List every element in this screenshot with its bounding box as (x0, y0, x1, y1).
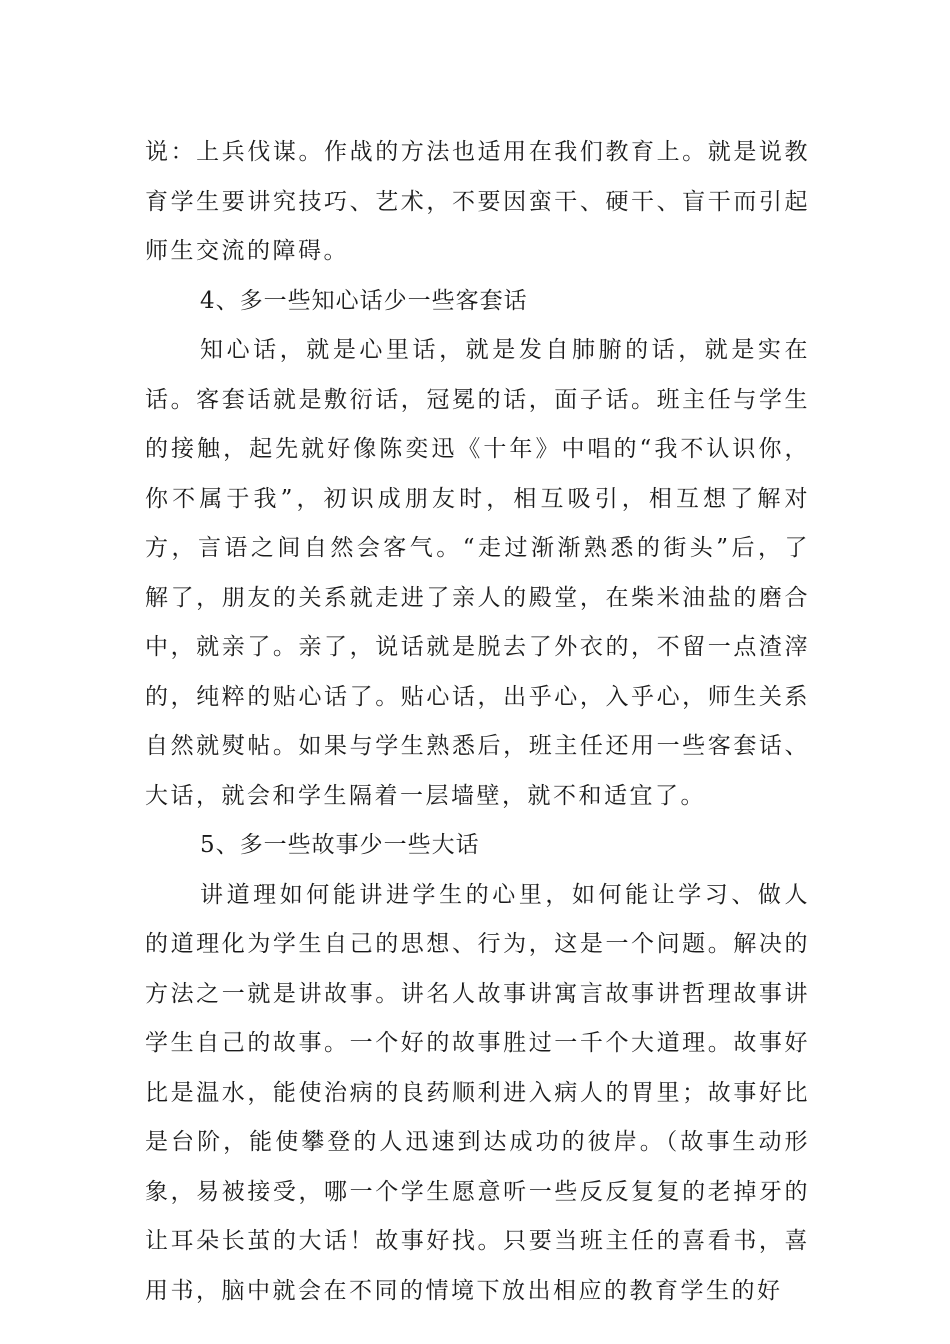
document-body (145, 128, 810, 1316)
section-heading-5: 5、多一些故事少一些大话 (200, 832, 480, 858)
paragraph-section-4: 知心话，就是心里话，就是发自肺腑的话，就是实在话。客套话就是敷衍话，冠冕的话，面子话。班主任与学生的接触，起先就好像陈奕迅《十年》中唱的“我不认识你，你不属于我”，初识成朋友时，相互吸引，相互想了解对方，言语之间自然会客气。“走过渐渐熟悉的街头”后，了解了，朋友的关系就走进了亲人的殿堂，在柴米油盐的磨合中，就亲了。亲了，说话就是脱去了外衣的，不留一点渣滓的，纯粹的贴心话了。贴心话，出乎心，入乎心，师生关系自然就熨帖。如果与学生熟悉后，班主任还用一些客套话、大话，就会和学生隔着一层墙壁，就不和适宜了。 (145, 337, 810, 809)
paragraph-section-5: 讲道理如何能讲进学生的心里，如何能让学习、做人的道理化为学生自己的思想、行为，这是一个问题。解决的方法之一就是讲故事。讲名人故事讲寓言故事讲哲理故事讲学生自己的故事。一个好的故事胜过一千个大道理。故事好比是温水，能使治病的良药顺利进入病人的胃里；故事好比是台阶，能使攀登的人迅速到达成功的彼岸。（故事生动形象，易被接受，哪一个学生愿意听一些反反复复的老掉牙的让耳朵长茧的大话！故事好找。只要当班主任的喜看书，喜用书，脑中就会在不同的情境下放出相应的教育学生的好 (145, 881, 810, 1304)
section-heading-4: 4、多一些知心话少一些客套话 (200, 287, 528, 314)
paragraph-continued: 说：上兵伐谋。作战的方法也适用在我们教育上。就是说教育学生要讲究技巧、艺术，不要因蛮干、硬干、盲干而引起师生交流的障碍。 (145, 139, 810, 264)
